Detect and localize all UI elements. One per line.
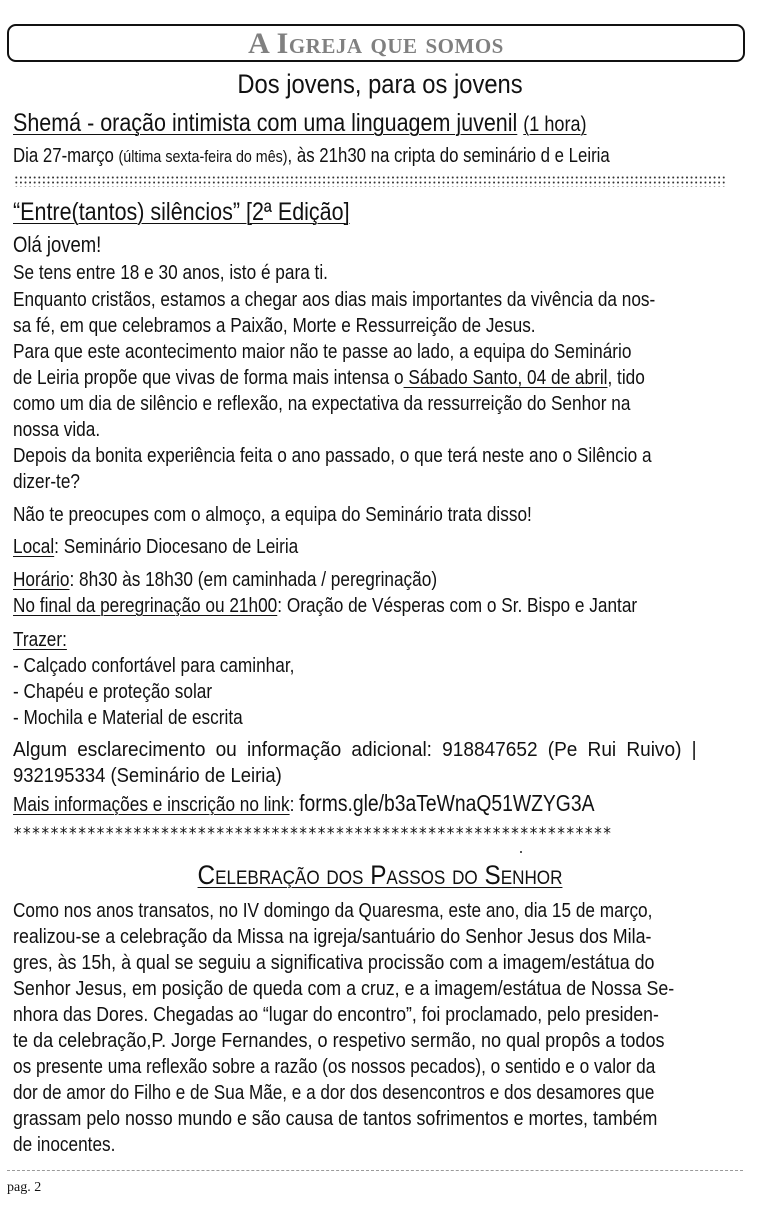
paragraph-line: Depois da bonita experiência feita o ano passado, o que terá neste ano o Silêncio a [13,444,652,467]
paragraph-line: sa fé, em que celebramos a Paixão, Morte e Ressurreição de Jesus. [13,314,536,337]
paragraph-line: realizou-se a celebração da Missa na igreja/santuário do Senhor Jesus dos Mila- [13,925,652,948]
shema-details [13,144,610,169]
local-info [13,534,298,560]
paragraph-line: Como nos anos transatos, no IV domingo da Quaresma, este ano, dia 15 de março, [13,899,653,922]
schedule-label: Horário [13,568,70,591]
paragraph-line: gres, às 15h, à qual se seguiu a significativa procissão com a imagem/estátua do [13,951,655,974]
paragraph-line: nossa vida. [13,418,101,441]
bring-item: - Chapéu e proteção solar [13,680,213,703]
silencios-heading [13,197,350,227]
paragraph-line: Se tens entre 18 e 30 anos, isto é para ti. [13,261,328,284]
paragraph-line: dizer-te? [13,470,81,493]
local-value: : Seminário Diocesano de Leiria [54,535,299,558]
bring-label-text: Trazer: [13,628,67,651]
page-subtitle: Dos jovens, para os jovens [237,69,523,99]
paragraph-line: nhora das Dores. Chegadas ao “lugar do encontro”, foi proclamado, pelo presiden- [13,1003,659,1026]
line-text: de Leiria propõe que vivas de forma mais intensa o [13,366,404,389]
paragraph-line: os presente uma reflexão sobre a razão (os nossos pecados), o sentido e o valor da [13,1055,656,1078]
shema-time-place: , às 21h30 na cripta do seminário d e Leiria [287,145,610,167]
dotted-separator [14,175,726,187]
schedule-value: : 8h30 às 18h30 (em caminhada / peregrinação) [69,568,438,591]
passos-heading [38,858,722,892]
paragraph-line: Para que este acontecimento maior não te passe ao lado, a equipa do Seminário [13,340,632,363]
page-number: pag. 2 [7,1180,42,1195]
paragraph-line: como um dia de silêncio e reflexão, na expectativa da ressurreição do Senhor na [13,392,631,415]
contact-line: 932195334 (Seminário de Leiria) [13,764,282,787]
shema-heading-text: Shemá - oração intimista com uma linguagem juvenil [13,109,518,137]
masthead-banner [7,24,745,62]
passos-heading-text: Celebração dos Passos do Senhor [197,860,563,890]
contact-line: Algum esclarecimento ou informação adicional: 918847652 (Pe Rui Ruivo) | [13,738,697,761]
bring-item: - Mochila e Material de escrita [13,706,243,729]
final-info [13,593,637,619]
paragraph-line [13,365,645,391]
shema-date: Dia 27-março [13,145,119,167]
paragraph-line: dor de amor do Filho e de Sua Mãe, e a dor dos desencontros e dos desamores que [13,1081,655,1104]
registration-link[interactable]: forms.gle/b3aTeWnaQ51WZYG3A [299,790,595,816]
separator: : [289,793,300,816]
final-label: No final da peregrinação ou 21h00 [13,594,278,617]
paragraph-line: grassam pelo nosso mundo e são causa de tantos sofrimentos e mortes, também [13,1107,658,1130]
masthead-title: A Igreja que somos [248,27,504,60]
footer-divider [7,1170,743,1171]
local-label: Local [13,535,55,558]
silencios-heading-text: “Entre(tantos) silêncios” [2ª Edição] [13,198,350,226]
line-text: , tido [607,366,645,389]
bring-item: - Calçado confortável para caminhar, [13,654,295,677]
schedule-info [13,567,437,593]
paragraph-line: te da celebração,P. Jorge Fernandes, o respetivo sermão, no qual propôs a todos [13,1029,665,1052]
shema-duration: (1 hora) [523,113,587,136]
more-info [13,790,594,818]
event-date: Sábado Santo, 04 de abril [403,366,608,389]
shema-heading [13,108,587,140]
bring-label [13,627,67,653]
paragraph-line: Enquanto cristãos, estamos a chegar aos dias mais importantes da vivência da nos- [13,288,656,311]
final-value: : Oração de Vésperas com o Sr. Bispo e Jantar [277,594,638,617]
shema-date-note: (última sexta-feira do mês) [118,147,288,166]
paragraph-line: de inocentes. [13,1133,116,1156]
stray-dot [520,851,522,853]
lunch-note: Não te preocupes com o almoço, a equipa do Seminário trata disso! [13,503,532,526]
paragraph-line: Senhor Jesus, em posição de queda com a cruz, e a imagem/estátua de Nossa Se- [13,977,675,1000]
star-separator: ***************************************************************** [13,824,612,844]
greeting: Olá jovem! [13,232,102,257]
more-info-label: Mais informações e inscrição no link [13,793,290,816]
